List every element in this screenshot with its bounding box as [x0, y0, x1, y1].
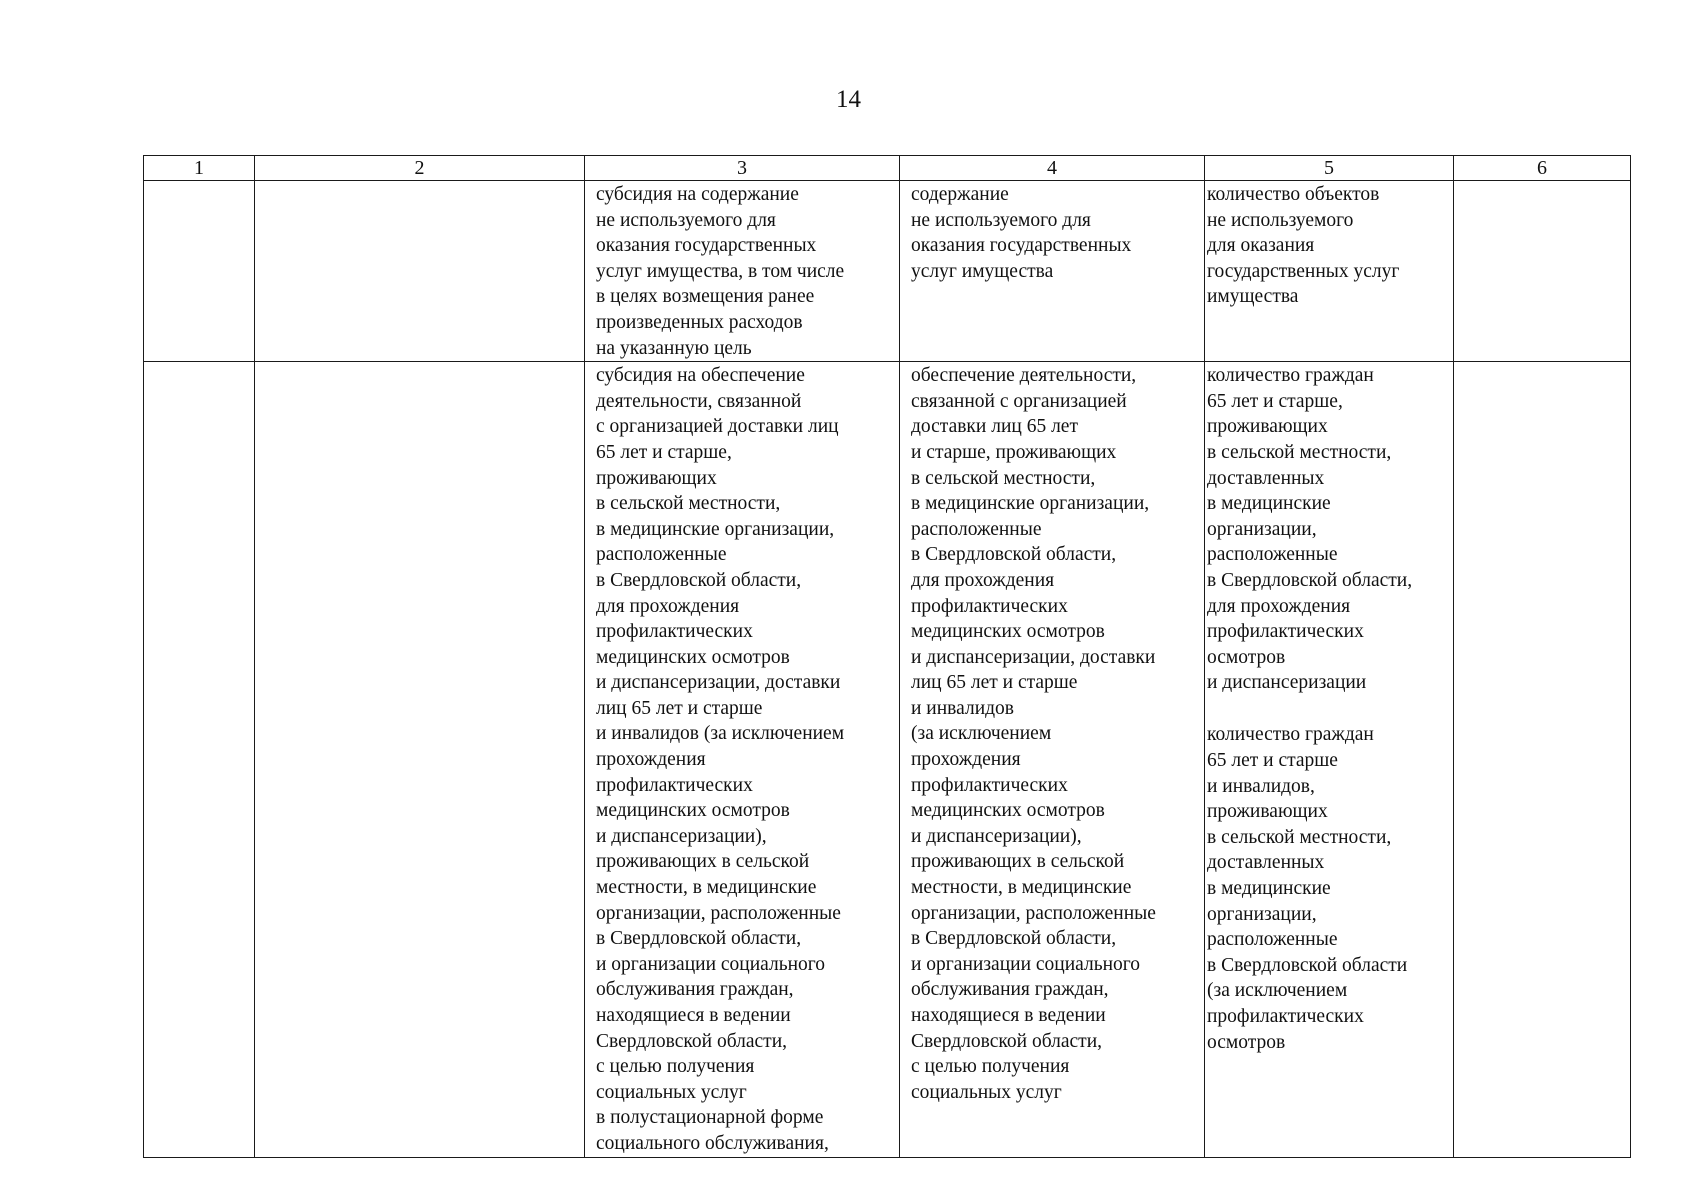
table-cell-col6 [1454, 181, 1631, 362]
table-cell-col4 [900, 181, 1205, 362]
subsidy-description: субсидия на содержание не используемого для оказания государственных услуг имущества, в том числе в целях возмещения ранее произведенных расходов на указанную цель [596, 184, 845, 359]
column-header-3: 3 [585, 156, 900, 181]
table-cell-col4 [900, 362, 1205, 1157]
table-cell-col5 [1205, 181, 1454, 362]
table-cell-col3 [585, 362, 900, 1157]
column-header-5: 5 [1205, 156, 1454, 181]
column-header-6: 6 [1454, 156, 1631, 181]
table-cell-col5 [1205, 362, 1454, 1157]
indicator-description-1: количество граждан 65 лет и старше, проживающих в сельской местности, доставленных в медицинские организации, расположенные в Свердловской области, для прохождения профилактических осмотров и диспансеризации [1207, 365, 1413, 694]
indicator-description-2: количество граждан 65 лет и старше и инвалидов, проживающих в сельской местности, доставленных в медицинские организации, расположенные в Свердловской области (за исключением профилактических осмотров [1207, 724, 1408, 1053]
table-cell-col3 [585, 181, 900, 362]
column-header-1: 1 [144, 156, 255, 181]
purpose-description: обеспечение деятельности, связанной с организацией доставки лиц 65 лет и старше, проживающих в сельской местности, в медицинские организации, расположенные в Свердловской области, для прохождения профилактических медицинских осмотров и диспансеризации, доставки лиц 65 лет и старше и инвалидов (за исключением прохождения профилактических медицинских осмотров и диспансеризации), проживающих в сельской местности, в медицинские организации, расположенные в Свердловской области, и организации социального обслуживания граждан, находящиеся в ведении Свердловской области, с целью получения социальных услуг [911, 365, 1156, 1103]
table-cell-col1 [144, 181, 255, 362]
page-number: 14 [836, 86, 861, 113]
paragraph-gap [1205, 696, 1453, 722]
table-row [144, 362, 1631, 1157]
purpose-description: содержание не используемого для оказания государственных услуг имущества [911, 184, 1132, 282]
table-row [144, 181, 1631, 362]
table-cell-col6 [1454, 362, 1631, 1157]
column-header-2: 2 [255, 156, 585, 181]
indicator-description: количество объектов не используемого для оказания государственных услуг имущества [1207, 184, 1400, 308]
table-cell-col2 [255, 181, 585, 362]
data-table [143, 155, 1631, 1158]
column-header-4: 4 [900, 156, 1205, 181]
table-cell-col2 [255, 362, 585, 1157]
table-cell-col1 [144, 362, 255, 1157]
subsidy-description: субсидия на обеспечение деятельности, связанной с организацией доставки лиц 65 лет и старше, проживающих в сельской местности, в медицинские организации, расположенные в Свердловской области, для прохождения профилактических медицинских осмотров и диспансеризации, доставки лиц 65 лет и старше и инвалидов (за исключением прохождения профилактических медицинских осмотров и диспансеризации), проживающих в сельской местности, в медицинские организации, расположенные в Свердловской области, и организации социального обслуживания граждан, находящиеся в ведении Свердловской области, с целью получения социальных услуг в полустационарной форме социального обслуживания, [596, 365, 845, 1154]
table-header-row [144, 156, 1631, 181]
